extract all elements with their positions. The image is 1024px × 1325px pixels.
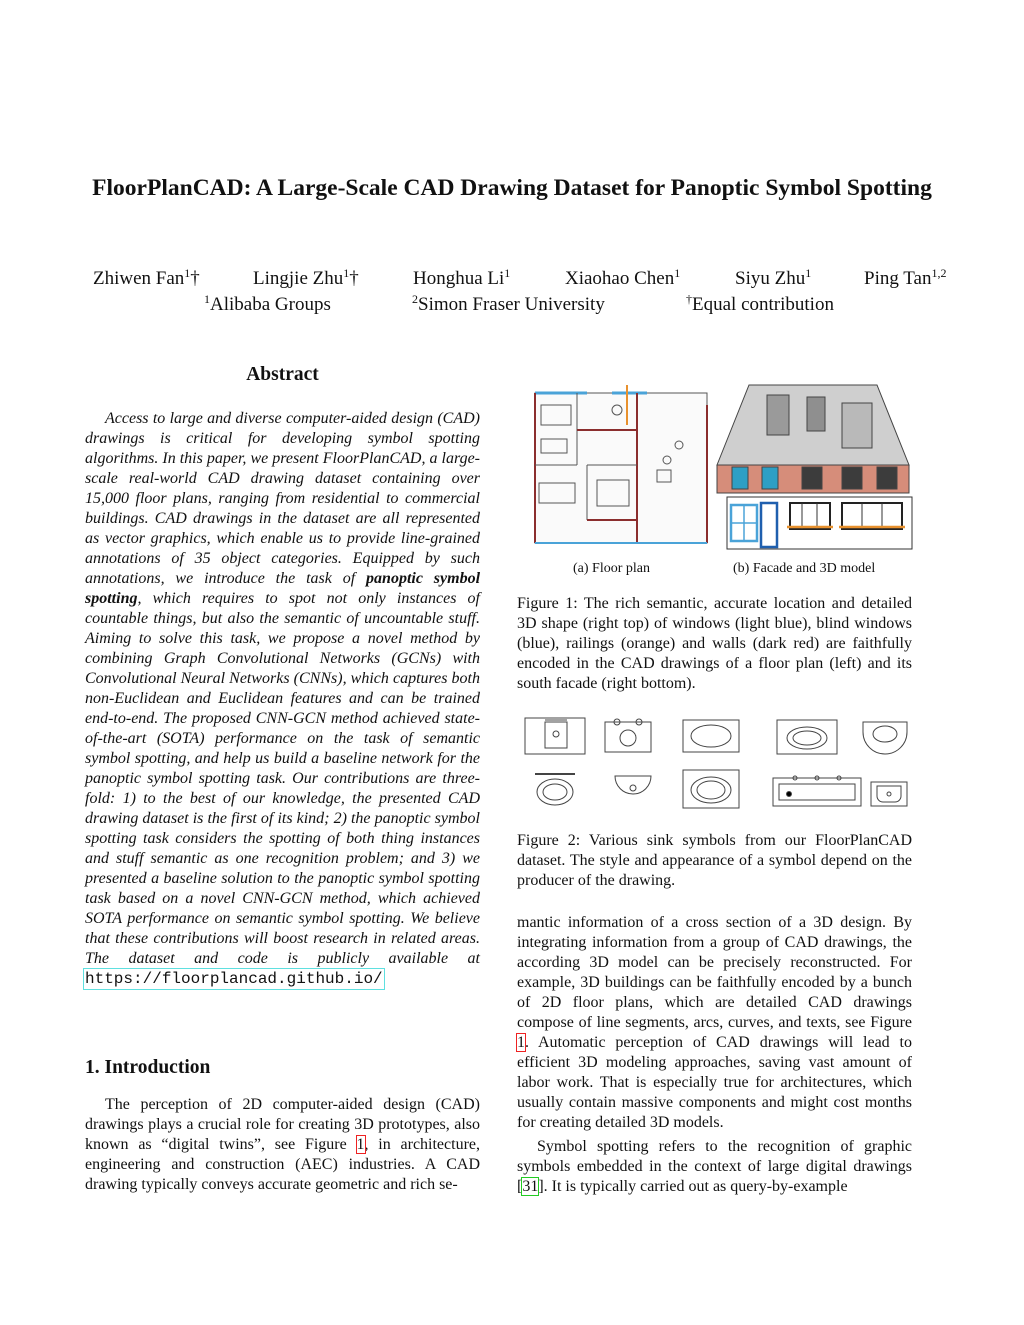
sink-symbol xyxy=(683,770,739,808)
author: Xiaohao Chen$^1$ xyxy=(565,266,681,289)
floor-plan-drawing xyxy=(535,385,707,543)
sink-symbol xyxy=(773,776,861,806)
figure2-caption: Figure 2: Various sink symbols from our FloorPlanCAD dataset. The style and appearance of a symbol depend on the producer of the drawing. xyxy=(517,832,912,889)
author: Honghua Li$^1$ xyxy=(413,266,511,289)
author: Zhiwen Fan$^1$† xyxy=(93,266,200,289)
sink-symbol xyxy=(605,719,651,752)
sink-symbol xyxy=(871,782,907,806)
sink-symbol xyxy=(615,776,651,794)
right-column-body: mantic information of a cross section of a 3D design. By integrating information from a group of CAD drawings, the according 3D model can be precisely reconstructed. For example, 3D buildings can be faithfully encoded by a bunch of 2D floor plans, which are detailed CAD drawings compose of line segments, arcs, curves, and texts, see Figure 1. Automatic perception of CAD drawings will lead to efficient 3D modeling approaches, saving vast amount of labor work. That is especially true for architectures, which usually contain massive components and might cost months for creating detailed 3D models. Symbol spotting refers to the recognition of graphic symbols embedded in the context of large digital drawings [31]. It is typically carried out as query-by-example xyxy=(517,914,912,1195)
building-3d-model xyxy=(717,385,909,493)
sink-symbol xyxy=(525,718,585,754)
sink-symbol xyxy=(535,774,575,805)
affiliation: $^2$Simon Fraser University xyxy=(412,292,605,315)
abstract-heading: Abstract xyxy=(246,364,319,385)
figure-ref-link[interactable]: 1 xyxy=(517,1034,525,1051)
sink-symbols xyxy=(525,718,907,808)
dataset-link[interactable]: https://floorplancad.github.io/ xyxy=(85,970,383,988)
sink-symbol xyxy=(683,720,739,752)
intro-paragraph: The perception of 2D computer-aided design (CAD) drawings plays a crucial role for creating 3D prototypes, also known as “digital twins”, see Figure 1, in architecture, engineering and construction (AEC) industries. A CAD drawing typically conveys accurate geometric and rich se- xyxy=(85,1096,481,1193)
affiliation: $^1$Alibaba Groups xyxy=(204,292,331,315)
figure1-subcaption-b: (b) Facade and 3D model xyxy=(733,561,876,576)
abstract-body: Access to large and diverse computer-aided design (CAD) drawings is critical for developing symbol spotting algorithms. In this paper, we present FloorPlanCAD, a large-scale real-world CAD drawing dataset containing over 15,000 floor plans, ranging from residential to commercial buildings. CAD drawings in the dataset are all represented as vector graphics, which enable us to provide line-grained annotations of 35 object categories. Equipped by such annotations, we introduce the task of panoptic symbol spotting, which requires to spot not only instances of countable things, but also the semantic of uncountable stuff. Aiming to solve this task, we propose a novel method by combining Graph Convolutional Networks (GCNs) with Convolutional Neural Networks (CNNs), which captures both non-Euclidean and Euclidean features and can be trained end-to-end. The proposed CNN-GCN method achieved state-of-the-art (SOTA) performance on the task of semantic symbol spotting, and help us build a baseline network for the panoptic symbol spotting task. Our contributions are three-fold: 1) to the best of our knowledge, the presented CAD drawing dataset is the first of its kind; 2) the panoptic symbol spotting task considers the spotting of both thing instances and stuff semantic as one recognition problem; and 3) we presented a baseline solution to the panoptic symbol spotting task based on a novel CNN-GCN method, which achieved SOTA performance on semantic symbol spotting. We believe that these contributions will boost research in related areas. The dataset and code is publicly available at https://floorplancad.github.io/ xyxy=(85,410,481,988)
author: Lingjie Zhu$^1$† xyxy=(253,266,359,289)
author: Ping Tan$^{1,2}$ xyxy=(864,266,947,289)
citation-link[interactable]: 31 xyxy=(522,1178,539,1195)
paper-title: FloorPlanCAD: A Large-Scale CAD Drawing Dataset for Panoptic Symbol Spotting xyxy=(92,175,932,201)
section-heading-introduction: 1. Introduction xyxy=(85,1057,211,1078)
sink-symbol xyxy=(863,722,907,754)
author: Siyu Zhu$^1$ xyxy=(735,266,812,289)
figure1-subcaption-a: (a) Floor plan xyxy=(573,561,650,576)
figure2-image xyxy=(517,712,917,812)
emphasis-term: panoptic symbol spotting xyxy=(85,570,481,607)
south-facade-drawing xyxy=(727,497,912,549)
figure1-caption: Figure 1: The rich semantic, accurate location and detailed 3D shape (right top) of windows (light blue), blind windows (blue), railings (orange) and walls (dark red) are faithfully encoded in the CAD drawings of a floor plan (left) and its south facade (right bottom). xyxy=(517,595,912,692)
figure-ref-link[interactable]: 1 xyxy=(356,1136,365,1153)
sink-symbol xyxy=(777,720,837,754)
figure1-image xyxy=(517,375,917,555)
affiliation: †Equal contribution xyxy=(686,292,834,315)
